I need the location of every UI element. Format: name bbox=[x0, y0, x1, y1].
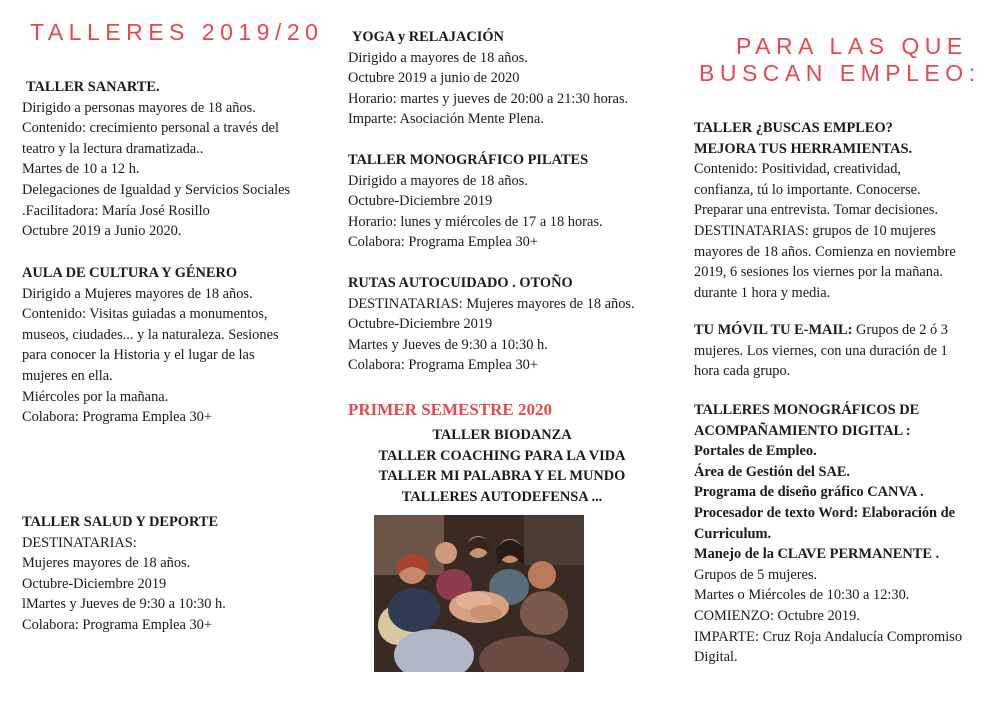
pilates-line: Colabora: Programa Emplea 30+ bbox=[348, 234, 538, 251]
pilates-line: Dirigido a mayores de 18 años. bbox=[348, 172, 528, 189]
rutas-autocuidado bbox=[348, 273, 635, 376]
sanarte-line: .Facilitadora: María José Rosillo bbox=[22, 202, 210, 219]
sanarte-line: Contenido: crecimiento personal a través del bbox=[22, 120, 279, 137]
sanarte-line: Delegaciones de Igualdad y Servicios Sociales bbox=[22, 181, 291, 198]
movil-line: hora cada grupo. bbox=[694, 363, 791, 380]
movil-line: mujeres. Los viernes, con una duración de 1 bbox=[694, 342, 948, 359]
aula-line: museos, ciudades... y la naturaleza. Sesiones bbox=[22, 326, 279, 343]
salud-line: Mujeres mayores de 18 años. bbox=[22, 555, 191, 572]
digital-line: Digital. bbox=[694, 649, 738, 666]
rutas-line: Martes y Jueves de 9:30 a 10:30 h. bbox=[348, 336, 548, 353]
rutas-line: Colabora: Programa Emplea 30+ bbox=[348, 357, 538, 374]
aula-line: Colabora: Programa Emplea 30+ bbox=[22, 409, 212, 426]
digital-line: Grupos de 5 mujeres. bbox=[694, 566, 818, 583]
aula-line: mujeres en ella. bbox=[22, 367, 113, 384]
taller-sanarte bbox=[22, 77, 290, 242]
aula-line: Dirigido a Mujeres mayores de 18 años. bbox=[22, 285, 253, 302]
talleres-acompanamiento-digital bbox=[694, 400, 962, 668]
yoga-line: Dirigido a mayores de 18 años. bbox=[348, 49, 528, 66]
taller-salud-deporte bbox=[22, 512, 226, 636]
digital-line: Martes o Miércoles de 10:30 a 12:30. bbox=[694, 587, 910, 604]
semestre-item: TALLERES AUTODEFENSA ... bbox=[401, 488, 603, 505]
semestre-list bbox=[348, 425, 656, 507]
pilates-line: Horario: lunes y miércoles de 17 a 18 horas. bbox=[348, 213, 603, 230]
movil-title: TU MÓVIL TU E-MAIL: bbox=[694, 322, 853, 338]
semestre-item: TALLER MI PALABRA Y EL MUNDO bbox=[378, 468, 626, 485]
buscas-line: Preparar una entrevista. Tomar decisiones. bbox=[694, 202, 939, 219]
taller-movil-email bbox=[694, 320, 948, 382]
taller-yoga bbox=[348, 27, 628, 130]
yoga-title: YOGA y RELAJACIÓN bbox=[352, 29, 504, 45]
digital-line: IMPARTE: Cruz Roja Andalucía Compromiso bbox=[694, 628, 963, 645]
primer-semestre-heading: PRIMER SEMESTRE 2020 bbox=[348, 400, 553, 419]
yoga-line: Horario: martes y jueves de 20:00 a 21:30 horas. bbox=[348, 90, 629, 107]
sanarte-line: Martes de 10 a 12 h. bbox=[22, 161, 140, 178]
salud-line: lMartes y Jueves de 9:30 a 10:30 h. bbox=[22, 596, 226, 613]
semestre-item: TALLER COACHING PARA LA VIDA bbox=[378, 447, 626, 464]
salud-line: Octubre-Diciembre 2019 bbox=[22, 575, 167, 592]
aula-line: para conocer la Historia y el lugar de las bbox=[22, 347, 255, 364]
buscas-line: durante 1 hora y media. bbox=[694, 284, 831, 301]
buscas-line: Contenido: Positividad, creatividad, bbox=[694, 161, 902, 178]
digital-bold-line: Programa de diseño gráfico CANVA . bbox=[694, 484, 924, 501]
buscas-title-1: TALLER ¿BUSCAS EMPLEO? bbox=[694, 120, 893, 136]
movil-first-rest: Grupos de 2 ó 3 bbox=[852, 322, 948, 338]
digital-bold-line: ACOMPAÑAMIENTO DIGITAL : bbox=[694, 422, 911, 439]
digital-line: COMIENZO: Octubre 2019. bbox=[694, 607, 860, 624]
aula-title: AULA DE CULTURA Y GÉNERO bbox=[22, 265, 238, 281]
section-heading-empleo-1: PARA LAS QUE bbox=[736, 33, 968, 59]
sanarte-title: TALLER SANARTE. bbox=[26, 79, 160, 95]
digital-bold-line: Área de Gestión del SAE. bbox=[694, 463, 851, 480]
taller-buscas-empleo bbox=[694, 118, 956, 303]
digital-bold-line: Manejo de la CLAVE PERMANENTE . bbox=[694, 546, 940, 563]
rutas-line: Octubre-Diciembre 2019 bbox=[348, 316, 493, 333]
buscas-line: confianza, tú lo importante. Conocerse. bbox=[694, 181, 921, 198]
section-heading-empleo-2: BUSCAN EMPLEO: bbox=[699, 60, 981, 86]
yoga-line: Imparte: Asociación Mente Plena. bbox=[348, 111, 544, 128]
aula-line: Contenido: Visitas guiadas a monumentos, bbox=[22, 306, 268, 323]
buscas-line: 2019, 6 sesiones los viernes por la mañana. bbox=[694, 264, 943, 281]
sanarte-line: Octubre 2019 a Junio 2020. bbox=[22, 223, 182, 240]
pilates-line: Octubre-Diciembre 2019 bbox=[348, 193, 493, 210]
buscas-line: mayores de 18 años. Comienza en noviembre bbox=[694, 243, 956, 260]
group-photo-illustration bbox=[374, 515, 584, 672]
sanarte-line: teatro y la lectura dramatizada.. bbox=[22, 140, 204, 157]
digital-bold-line: Portales de Empleo. bbox=[694, 443, 817, 460]
pilates-title: TALLER MONOGRÁFICO PILATES bbox=[348, 152, 589, 168]
buscas-title-2: MEJORA TUS HERRAMIENTAS. bbox=[694, 140, 913, 157]
movil-first-line bbox=[694, 320, 948, 341]
digital-bold-line: TALLERES MONOGRÁFICOS DE bbox=[694, 402, 920, 418]
semestre-item: TALLER BIODANZA bbox=[432, 427, 572, 443]
group-photo bbox=[374, 515, 584, 672]
salud-title: TALLER SALUD Y DEPORTE bbox=[22, 514, 219, 530]
aula-line: Miércoles por la mañana. bbox=[22, 388, 169, 405]
salud-line: Colabora: Programa Emplea 30+ bbox=[22, 616, 212, 633]
digital-bold-line: Procesador de texto Word: Elaboración de bbox=[694, 504, 956, 521]
taller-pilates bbox=[348, 150, 603, 253]
section-heading-talleres: TALLERES 2019/20 bbox=[30, 19, 324, 45]
sanarte-line: Dirigido a personas mayores de 18 años. bbox=[22, 99, 256, 116]
buscas-line: DESTINATARIAS: grupos de 10 mujeres bbox=[694, 222, 936, 239]
salud-line: DESTINATARIAS: bbox=[22, 534, 137, 551]
digital-bold-line: Curriculum. bbox=[694, 525, 772, 542]
yoga-line: Octubre 2019 a junio de 2020 bbox=[348, 70, 520, 87]
rutas-line: DESTINATARIAS: Mujeres mayores de 18 años. bbox=[348, 295, 635, 312]
rutas-title: RUTAS AUTOCUIDADO . OTOÑO bbox=[348, 275, 573, 291]
aula-cultura-genero bbox=[22, 263, 279, 428]
